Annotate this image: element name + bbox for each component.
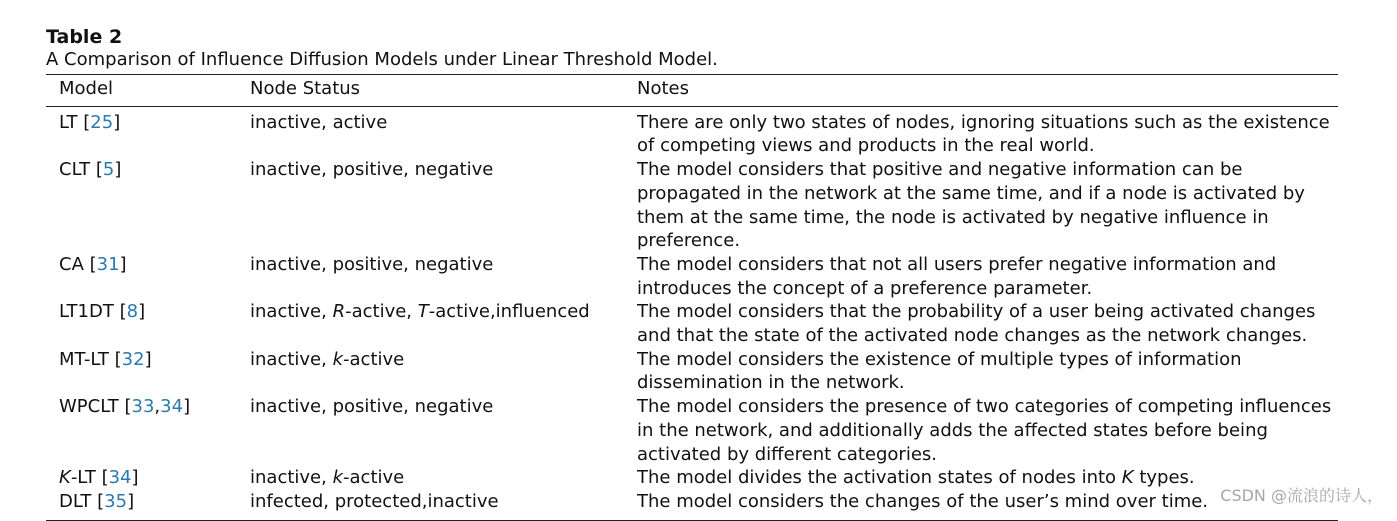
table-row [46, 253, 1338, 300]
status-cell: infected, protected,inactive [250, 490, 499, 512]
citation-link[interactable]: 34 [108, 467, 132, 489]
model-name: WPCLT [ [59, 396, 132, 418]
bracket: ] [131, 467, 139, 489]
notes-var: K [1121, 467, 1134, 489]
table-caption: A Comparison of Influence Diffusion Models under Linear Threshold Model. [46, 49, 718, 70]
citation-link[interactable]: 33 [131, 396, 155, 418]
status-cell [250, 300, 637, 347]
model-name: CLT [ [59, 159, 103, 181]
model-cell [46, 300, 250, 347]
model-name: DLT [ [59, 490, 105, 512]
model-name: LT1DT [ [59, 301, 127, 323]
table-container [46, 25, 1338, 521]
status-var: k [332, 467, 344, 489]
status-text: -active [343, 348, 405, 370]
status-cell [250, 348, 637, 395]
status-text: inactive, [250, 348, 333, 370]
header-notes: Notes [637, 78, 689, 99]
header-model: Model [59, 78, 114, 99]
status-cell: inactive, positive, negative [250, 159, 494, 181]
status-text: -active,influenced [428, 301, 590, 323]
table-row [46, 158, 1338, 253]
bracket: ] [183, 396, 191, 418]
notes-text: types. [1133, 467, 1195, 489]
status-text: -active [343, 467, 405, 489]
citation-link[interactable]: 25 [90, 111, 114, 133]
citation-link[interactable]: 35 [104, 490, 128, 512]
model-var: K [59, 467, 71, 489]
status-cell [250, 466, 637, 490]
model-name: MT-LT [ [59, 348, 122, 370]
model-cell [46, 253, 250, 300]
status-cell: inactive, positive, negative [250, 396, 494, 418]
table-row [46, 395, 1338, 466]
header-node-status: Node Status [250, 78, 361, 99]
notes-text: The model divides the activation states of nodes into [637, 467, 1122, 489]
status-var: k [332, 348, 344, 370]
notes-cell: The model considers that not all users prefer negative information and introduces the concept of a preference parameter. [637, 253, 1277, 299]
status-var: T [417, 301, 429, 323]
status-cell: inactive, positive, negative [250, 253, 494, 275]
model-name: LT [ [59, 111, 91, 133]
model-cell [46, 395, 250, 466]
bracket: ] [114, 159, 122, 181]
notes-cell: The model considers that positive and negative information can be propagated in the network at the same time, and if a node is activated by them at the same time, the node is activated by negative influence in preference. [637, 159, 1305, 252]
model-cell [46, 107, 250, 158]
bracket: ] [138, 301, 146, 323]
header-row [46, 75, 1338, 106]
citation-link[interactable]: 8 [126, 301, 139, 323]
watermark: CSDN @流浪的诗人， [1220, 486, 1383, 505]
comparison-table-body [46, 107, 1338, 514]
model-name: -LT [ [70, 467, 109, 489]
bracket: ] [127, 490, 135, 512]
citation-link[interactable]: 32 [121, 348, 145, 370]
table-row [46, 107, 1338, 158]
notes-cell: The model considers the existence of multiple types of information dissemination in the network. [637, 348, 1242, 394]
table-row [46, 348, 1338, 395]
table-row [46, 300, 1338, 347]
model-cell [46, 466, 250, 490]
bracket: ] [119, 253, 127, 275]
table-row [46, 466, 1338, 490]
citation-link[interactable]: 31 [96, 253, 120, 275]
notes-cell: There are only two states of nodes, ignoring situations such as the existence of competing views and products in the real world. [637, 111, 1330, 157]
comparison-table [46, 75, 1338, 106]
model-name: CA [ [59, 253, 97, 275]
bracket: ] [144, 348, 152, 370]
citation-separator: , [154, 396, 161, 418]
citation-link[interactable]: 34 [160, 396, 184, 418]
table-label: Table 2 [46, 26, 123, 48]
status-text: inactive, [250, 301, 333, 323]
table-row [46, 490, 1338, 514]
status-text: -active, [345, 301, 418, 323]
model-cell [46, 158, 250, 253]
notes-cell: The model considers that the probability of a user being activated changes and that the state of the activated node changes as the network changes. [637, 301, 1316, 347]
bracket: ] [113, 111, 121, 133]
status-cell: inactive, active [250, 111, 388, 133]
model-cell [46, 348, 250, 395]
model-cell [46, 490, 250, 514]
status-var: R [332, 301, 346, 323]
status-text: inactive, [250, 467, 333, 489]
citation-link[interactable]: 5 [102, 159, 115, 181]
notes-cell: The model considers the changes of the user’s mind over time. [637, 490, 1209, 512]
notes-cell: The model considers the presence of two categories of competing influences in the network, and additionally adds the affected states before being activated by different categories. [637, 396, 1332, 465]
